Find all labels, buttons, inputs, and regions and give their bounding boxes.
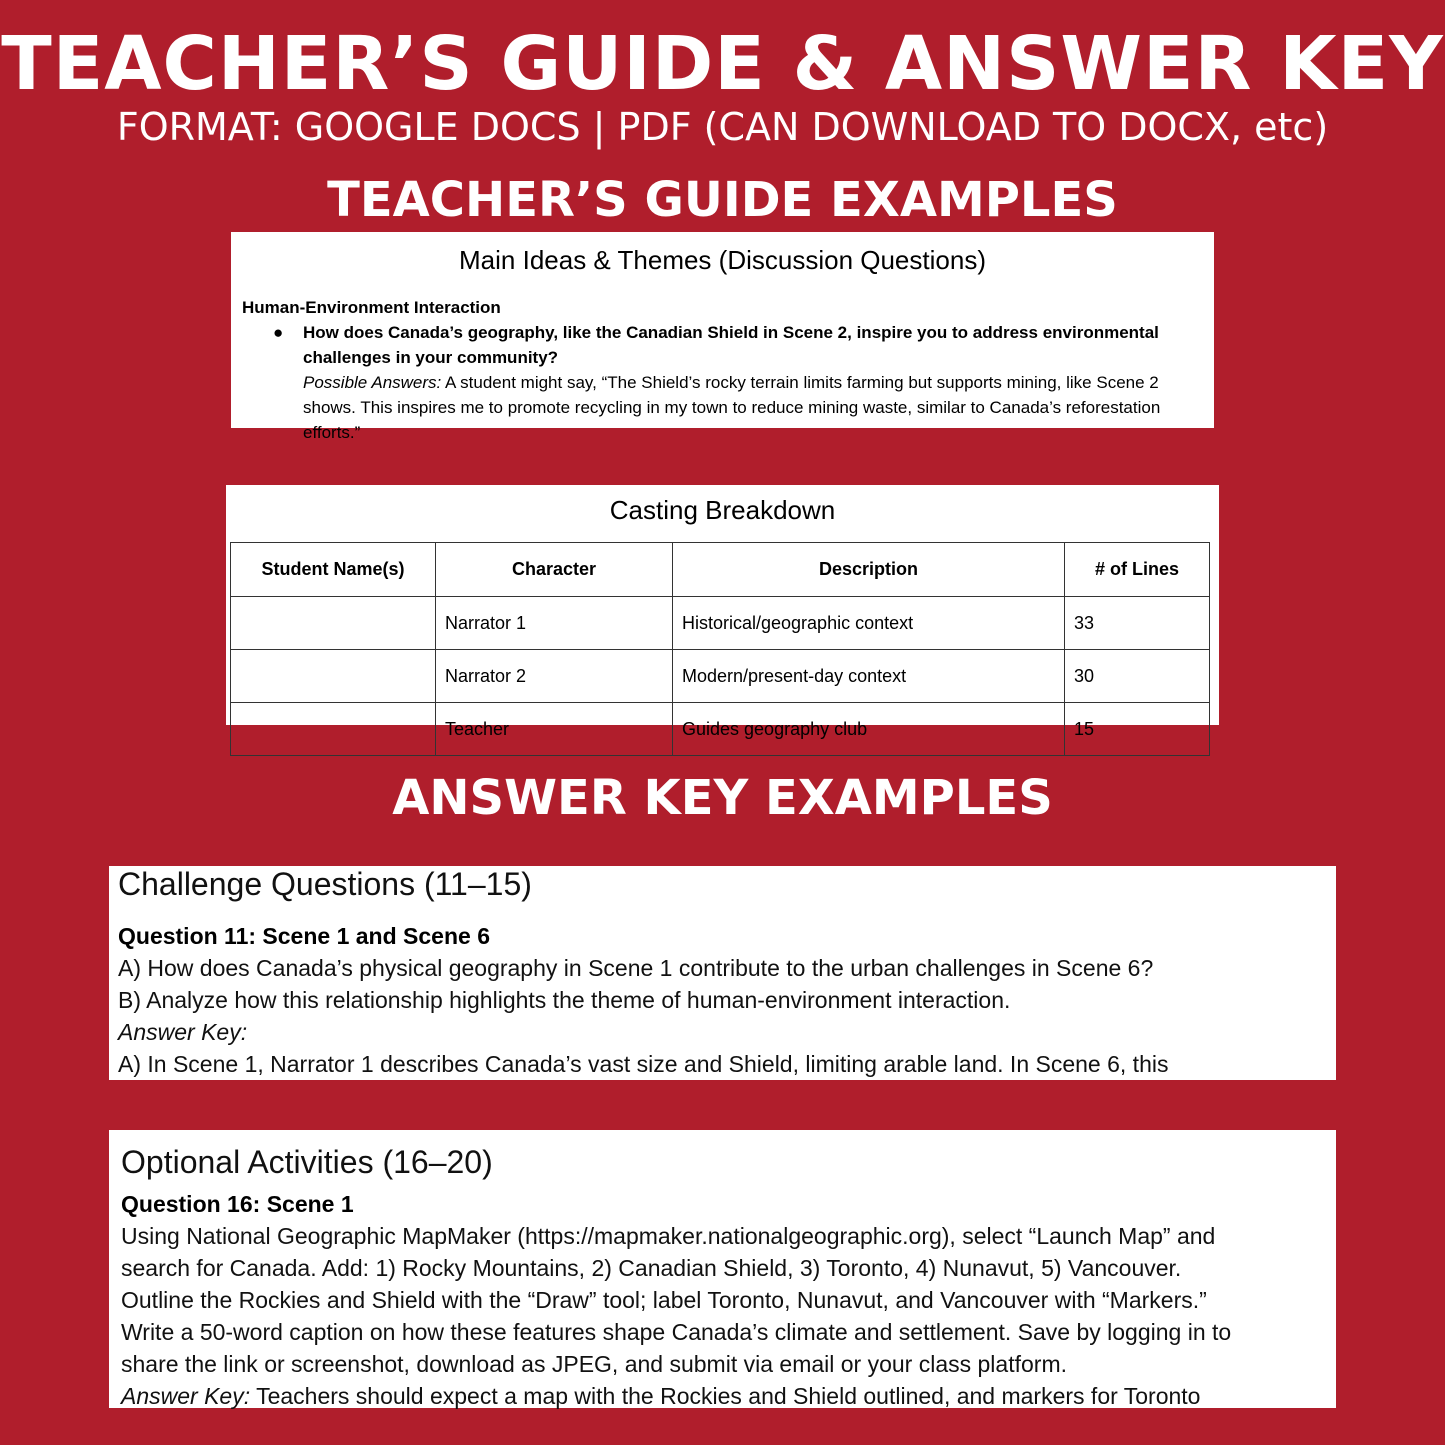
activity-answer-key xyxy=(121,1380,1336,1412)
activity-text-line: share the link or screenshot, download as JPEG, and submit via email or your class platform. xyxy=(121,1351,1067,1377)
challenge-question-heading: Question 11: Scene 1 and Scene 6 xyxy=(118,923,490,949)
optional-activities-card xyxy=(109,1130,1336,1408)
column-header: Description xyxy=(673,543,1065,597)
challenge-questions-card xyxy=(109,866,1336,1080)
character-cell: Narrator 1 xyxy=(436,597,673,650)
student-name-cell xyxy=(231,703,436,756)
answer-part-a: A) In Scene 1, Narrator 1 describes Canada’s vast size and Shield, limiting arable land. In Scene 6, this xyxy=(118,1051,1169,1077)
casting-table xyxy=(230,542,1210,756)
column-header: Character xyxy=(436,543,673,597)
page-title: TEACHER’S GUIDE & ANSWER KEY xyxy=(1,21,1444,107)
student-name-cell xyxy=(231,650,436,703)
bullet-icon: ● xyxy=(273,323,284,342)
casting-breakdown-card xyxy=(226,485,1219,739)
teacher-guide-heading: TEACHER’S GUIDE EXAMPLES xyxy=(327,172,1118,228)
character-cell: Narrator 2 xyxy=(436,650,673,703)
discussion-card-title: Main Ideas & Themes (Discussion Questions) xyxy=(459,245,986,275)
activity-question-heading: Question 16: Scene 1 xyxy=(121,1191,354,1217)
table-row xyxy=(231,650,1210,703)
answer-key-heading: ANSWER KEY EXAMPLES xyxy=(392,770,1053,826)
column-header: Student Name(s) xyxy=(231,543,436,597)
theme-heading: Human-Environment Interaction xyxy=(242,298,501,317)
activity-text-line: search for Canada. Add: 1) Rocky Mountains, 2) Canadian Shield, 3) Toronto, 4) Nunavut, 5) Vancouver. xyxy=(121,1255,1182,1281)
table-row xyxy=(231,597,1210,650)
possible-answers-text: A student might say, “The Shield’s rocky terrain limits farming but supports mining, like Scene 2 shows. This inspires me to promote recycling in my town to reduce mining waste, similar to Canada’s reforestation efforts.” xyxy=(303,373,1161,442)
answer-key-text: Teachers should expect a map with the Rockies and Shield outlined, and markers for Toronto xyxy=(250,1383,1201,1409)
answer-key-label: Answer Key: xyxy=(121,1383,251,1409)
discussion-question-item xyxy=(273,320,1184,445)
possible-answers xyxy=(303,370,1184,445)
answer-key-label: Answer Key: xyxy=(118,1019,248,1045)
description-cell: Modern/present-day context xyxy=(673,650,1065,703)
question-part-a: A) How does Canada’s physical geography in Scene 1 contribute to the urban challenges in Scene 6? xyxy=(118,955,1154,981)
activity-text-line: Outline the Rockies and Shield with the “Draw” tool; label Toronto, Nunavut, and Vancouver with “Markers.” xyxy=(121,1287,1207,1313)
lines-cell: 30 xyxy=(1065,650,1210,703)
table-header-row xyxy=(231,543,1210,597)
lines-cell: 15 xyxy=(1065,703,1210,756)
column-header: # of Lines xyxy=(1065,543,1210,597)
challenge-card-title: Challenge Questions (11–15) xyxy=(118,866,532,902)
description-cell: Guides geography club xyxy=(673,703,1065,756)
description-cell: Historical/geographic context xyxy=(673,597,1065,650)
lines-cell: 33 xyxy=(1065,597,1210,650)
possible-answers-label: Possible Answers: xyxy=(303,373,442,392)
activities-card-title: Optional Activities (16–20) xyxy=(121,1144,493,1180)
student-name-cell xyxy=(231,597,436,650)
question-part-b: B) Analyze how this relationship highlights the theme of human-environment interaction. xyxy=(118,987,1011,1013)
character-cell: Teacher xyxy=(436,703,673,756)
discussion-question: How does Canada’s geography, like the Canadian Shield in Scene 2, inspire you to address environmental challenges in your community? xyxy=(303,323,1159,367)
casting-card-title: Casting Breakdown xyxy=(609,495,836,525)
format-subtitle: FORMAT: GOOGLE DOCS | PDF (CAN DOWNLOAD TO DOCX, etc) xyxy=(116,105,1329,149)
activity-text-line: Using National Geographic MapMaker (https://mapmaker.nationalgeographic.org), select “Launch Map” and xyxy=(121,1223,1216,1249)
table-row xyxy=(231,703,1210,756)
discussion-questions-card xyxy=(231,232,1214,442)
activity-text-line: Write a 50-word caption on how these features shape Canada’s climate and settlement. Save by logging in to xyxy=(121,1319,1232,1345)
